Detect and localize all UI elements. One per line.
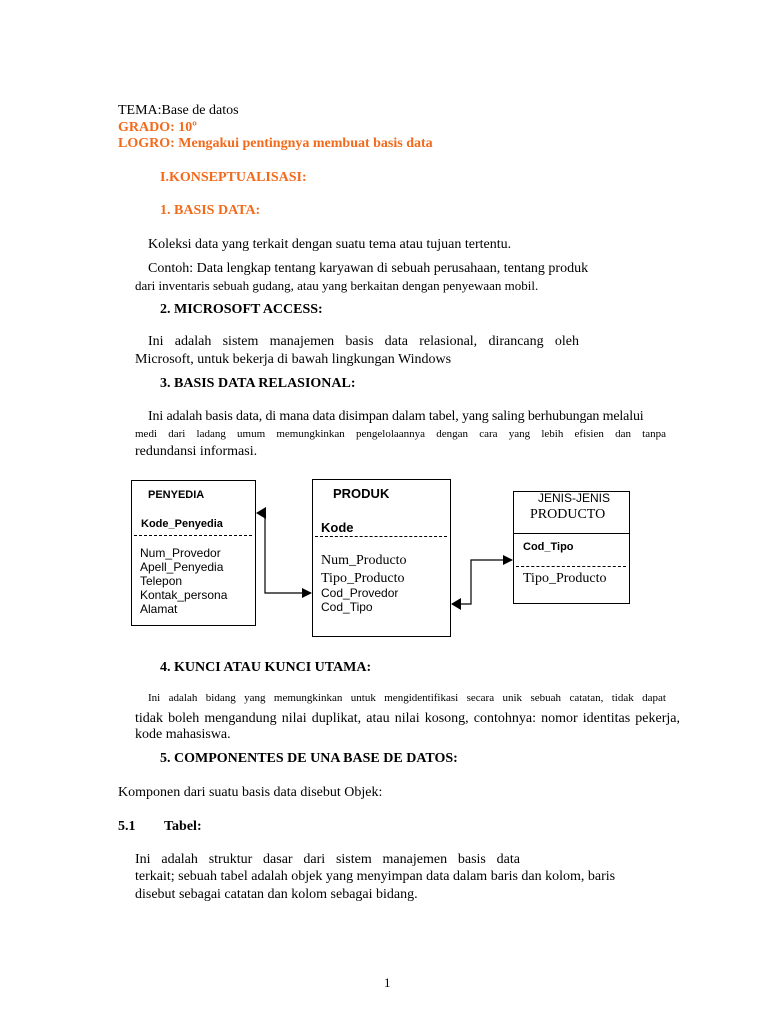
- logro-line: LOGRO: Mengakui pentingnya membuat basis data: [118, 136, 433, 151]
- primary-key-field: Kode_Penyedia: [141, 518, 223, 530]
- paragraph: Microsoft, untuk bekerja di bawah lingkungan Windows: [135, 352, 452, 367]
- paragraph: disebut sebagai catatan dan kolom sebagai bidang.: [135, 887, 418, 902]
- divider: [513, 533, 630, 534]
- connector-produk-jenis: [451, 560, 512, 610]
- field: Kontak_persona: [140, 588, 228, 602]
- field: Apell_Penyedia: [140, 560, 224, 574]
- heading-basis-data-relasional: 3. BASIS DATA RELASIONAL:: [160, 376, 356, 391]
- paragraph: redundansi informasi.: [135, 444, 258, 459]
- table-title-produk: PRODUK: [333, 486, 390, 501]
- subsection-number: 5.1: [118, 819, 136, 834]
- paragraph: Komponen dari suatu basis data disebut Objek:: [118, 785, 383, 800]
- field: Tipo_Producto: [523, 571, 607, 586]
- field: Cod_Provedor: [321, 586, 399, 600]
- paragraph: Ini adalah struktur dasar dari sistem manajemen basis data: [135, 852, 520, 867]
- field: Num_Provedor: [140, 546, 221, 560]
- paragraph: Contoh: Data lengkap tentang karyawan di sebuah perusahaan, tentang produk: [148, 261, 589, 276]
- grado-line: GRADO: 10º: [118, 120, 197, 135]
- paragraph: kode mahasiswa.: [135, 727, 231, 742]
- paragraph: Ini adalah bidang yang memungkinkan untuk mengidentifikasi secara unik sebuah catatan, tidak dapat: [148, 692, 666, 704]
- paragraph: Ini adalah basis data, di mana data disimpan dalam tabel, yang saling berhubungan melalui: [148, 409, 644, 424]
- field: Telepon: [140, 574, 183, 588]
- table-title-penyedia: PENYEDIA: [148, 489, 205, 501]
- page-number: 1: [384, 975, 391, 990]
- heading-microsoft-access: 2. MICROSOFT ACCESS:: [160, 302, 323, 317]
- connector-penyedia-produk: [256, 507, 311, 593]
- paragraph: medi dari ladang umum memungkinkan pengelolaannya dengan cara yang lebih efisien dan tanpa: [135, 428, 666, 440]
- field-list: [140, 546, 227, 616]
- heading-componentes: 5. COMPONENTES DE UNA BASE DE DATOS:: [160, 751, 458, 766]
- field: Num_Producto: [321, 553, 407, 568]
- field: Cod_Tipo: [321, 600, 373, 614]
- field: Alamat: [140, 602, 178, 616]
- field: Tipo_Producto: [321, 571, 405, 586]
- table-title-jenis: JENIS-JENIS: [538, 491, 611, 505]
- divider: [315, 536, 447, 537]
- tema-line: TEMA:Base de datos: [118, 103, 239, 118]
- table-title-producto: PRODUCTO: [530, 507, 606, 522]
- paragraph: terkait; sebuah tabel adalah objek yang menyimpan data dalam baris dan kolom, baris: [135, 869, 616, 884]
- section-konseptualisasi: I.KONSEPTUALISASI:: [160, 170, 307, 185]
- subsection-title: Tabel:: [164, 819, 202, 834]
- divider: [134, 535, 252, 536]
- heading-kunci-utama: 4. KUNCI ATAU KUNCI UTAMA:: [160, 660, 372, 675]
- heading-basis-data: 1. BASIS DATA:: [160, 203, 261, 218]
- primary-key-field: Cod_Tipo: [523, 541, 574, 553]
- primary-key-field: Kode: [321, 520, 354, 535]
- paragraph: dari inventaris sebuah gudang, atau yang berkaitan dengan penyewaan mobil.: [135, 278, 539, 293]
- divider: [516, 566, 626, 567]
- paragraph: tidak boleh mengandung nilai duplikat, atau nilai kosong, contohnya: nomor identitas pekerja,: [135, 711, 680, 726]
- paragraph: Koleksi data yang terkait dengan suatu tema atau tujuan tertentu.: [148, 237, 512, 252]
- paragraph: Ini adalah sistem manajemen basis data relasional, dirancang oleh: [148, 334, 579, 349]
